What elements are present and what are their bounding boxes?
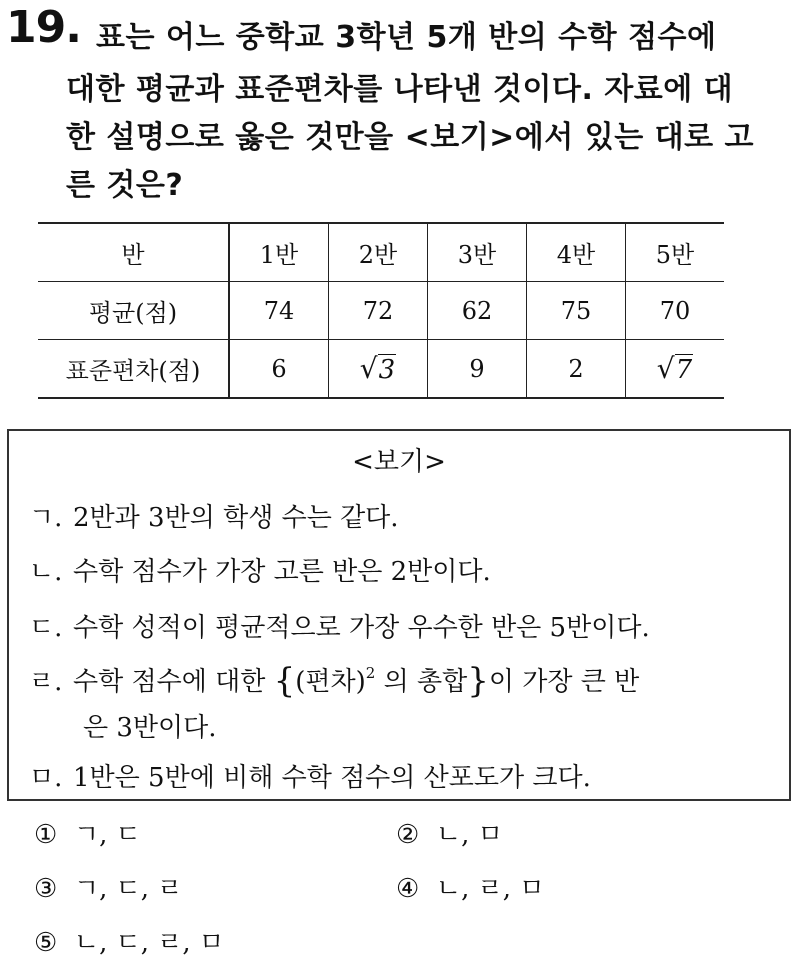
table-row-mean [38, 282, 724, 340]
bogi-text: 수학 성적이 평균적으로 가장 우수한 반은 5반이다. [73, 613, 650, 643]
header-class-2: 2반 [329, 223, 428, 282]
question-line-3: 한 설명으로 옳은 것만을 <보기>에서 있는 대로 고 [66, 120, 755, 155]
choice-number: ① [34, 820, 58, 850]
bogi-marker: ㄱ. [29, 503, 63, 533]
question-number: 19. [6, 2, 81, 53]
sd-cell: 9 [428, 340, 527, 399]
mean-cell: 72 [329, 282, 428, 340]
radical-sign: √ [656, 352, 675, 385]
sd-cell: 6 [229, 340, 329, 399]
header-class-5: 5반 [626, 223, 725, 282]
bogi-item [29, 607, 650, 644]
answer-choice-4[interactable] [396, 868, 544, 905]
bogi-marker: ㄹ. [29, 667, 63, 697]
bogi-item [29, 551, 491, 588]
bogi-box [7, 429, 791, 801]
bogi-text: 수학 점수가 가장 고른 반은 2반이다. [73, 557, 491, 587]
mean-label: 평균(점) [38, 282, 229, 340]
bogi-text-after: 이 가장 큰 반 [488, 667, 640, 697]
mean-cell: 70 [626, 282, 725, 340]
bogi-text: 1반은 5반에 비해 수학 점수의 산포도가 크다. [73, 763, 591, 793]
choice-number: ④ [396, 874, 420, 904]
table-header-row [38, 223, 724, 282]
choice-text: ㄴ, ㄹ, ㅁ [436, 874, 545, 904]
sd-cell-sqrt [626, 340, 725, 399]
header-class-label: 반 [38, 223, 229, 282]
brace-inner-after: 의 총합 [383, 667, 468, 697]
header-class-3: 3반 [428, 223, 527, 282]
sd-cell-sqrt [329, 340, 428, 399]
bogi-title: <보기> [352, 447, 446, 477]
bogi-item [29, 661, 639, 701]
score-table [38, 222, 724, 399]
sd-cell: 2 [527, 340, 626, 399]
answer-choice-5[interactable] [34, 922, 224, 959]
question-line-1: 표는 어느 중학교 3학년 5개 반의 수학 점수에 [96, 20, 717, 55]
header-class-4: 4반 [527, 223, 626, 282]
radicand: 3 [378, 355, 396, 385]
radical-sign: √ [359, 352, 378, 385]
radicand: 7 [675, 355, 693, 385]
bogi-text: 수학 점수에 대한 [73, 667, 266, 697]
bogi-item [29, 757, 591, 794]
bogi-marker: ㄷ. [29, 613, 63, 643]
header-class-1: 1반 [229, 223, 329, 282]
choice-number: ② [396, 820, 420, 850]
brace-inner: (편차) [295, 667, 366, 697]
mean-cell: 62 [428, 282, 527, 340]
question-line-2: 대한 평균과 표준편차를 나타낸 것이다. 자료에 대 [66, 72, 734, 107]
bogi-item [29, 497, 399, 534]
choice-number: ⑤ [34, 928, 58, 958]
sd-label: 표준편차(점) [38, 340, 229, 399]
choice-number: ③ [34, 874, 58, 904]
bogi-marker: ㄴ. [29, 557, 63, 587]
exponent: 2 [365, 664, 376, 682]
answer-choice-2[interactable] [396, 814, 503, 851]
bogi-text: 2반과 3반의 학생 수는 같다. [73, 503, 399, 533]
bogi-marker: ㅁ. [29, 763, 63, 793]
brace-open: { [273, 661, 296, 701]
choice-text: ㄱ, ㄷ [74, 820, 141, 850]
answer-choice-1[interactable] [34, 814, 141, 851]
mean-cell: 74 [229, 282, 329, 340]
bogi-item-continuation: 은 3반이다. [83, 713, 217, 743]
choice-text: ㄱ, ㄷ, ㄹ [74, 874, 183, 904]
brace-close: } [467, 661, 489, 701]
question-line-4: 른 것은? [66, 168, 184, 203]
mean-cell: 75 [527, 282, 626, 340]
answer-choice-3[interactable] [34, 868, 182, 905]
choice-text: ㄴ, ㄷ, ㄹ, ㅁ [74, 928, 225, 958]
table-row-sd [38, 340, 724, 399]
choice-text: ㄴ, ㅁ [436, 820, 503, 850]
